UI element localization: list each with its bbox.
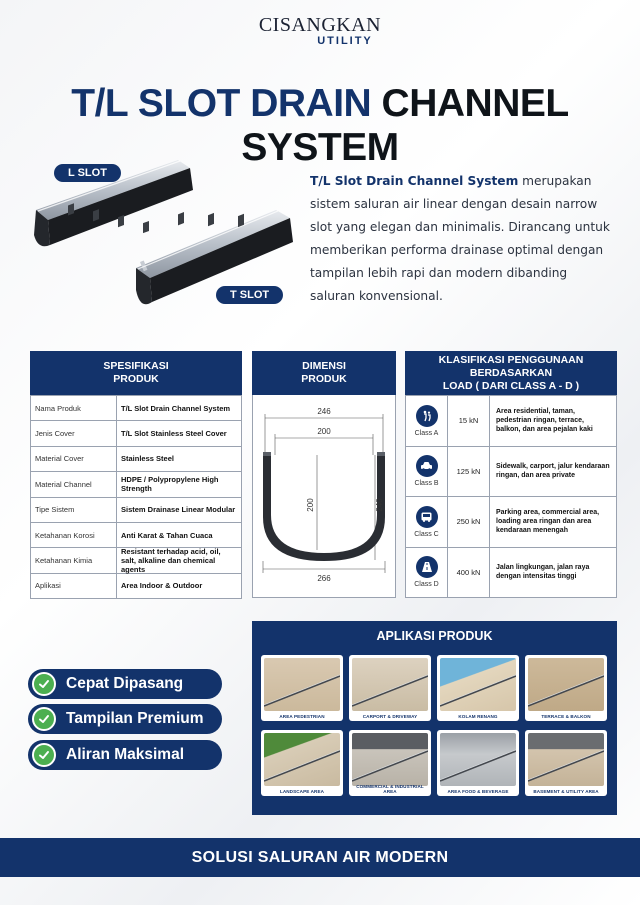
class-header	[405, 351, 617, 395]
applications-panel	[252, 621, 617, 815]
dim-base-width: 266	[317, 574, 331, 583]
application-caption: CARPORT & DRIVEWAY	[362, 714, 418, 719]
brand-name: CISANGKAN	[258, 14, 382, 36]
pedestrian-icon	[416, 405, 438, 427]
check-icon	[32, 743, 56, 767]
spec-row	[31, 497, 241, 522]
application-caption: COMMERCIAL & INDUSTRIAL AREA	[356, 784, 424, 794]
class-table	[405, 395, 617, 598]
car-icon	[416, 455, 438, 477]
spec-key: Ketahanan Korosi	[31, 523, 117, 547]
class-load: 125 kN	[448, 447, 490, 497]
spec-row	[31, 522, 241, 547]
spec-key: Tipe Sistem	[31, 498, 117, 522]
spec-row	[31, 573, 241, 598]
spec-value: Sistem Drainase Linear Modular	[121, 505, 236, 515]
title-part1: T/L SLOT DRAIN	[71, 82, 372, 125]
application-card	[437, 730, 519, 796]
feature-pill	[28, 740, 222, 770]
bus-icon	[416, 506, 438, 528]
spec-key: Material Cover	[31, 447, 117, 471]
spec-row	[31, 420, 241, 445]
dimension-header-line1: DIMENSI	[302, 360, 346, 372]
class-description: Jalan lingkungan, jalan raya dengan intensitas tinggi	[496, 564, 590, 581]
class-row	[406, 547, 616, 598]
spec-key: Ketahanan Kimia	[31, 548, 117, 572]
l-slot-label: L SLOT	[54, 164, 121, 182]
spec-key: Nama Produk	[31, 396, 117, 420]
class-description: Area residential, taman, pedestrian ringan, terrace, balkon, dan area pejalan kaki	[496, 408, 593, 434]
spec-value: Resistant terhadap acid, oil, salt, alkaline dan chemical agents	[121, 547, 221, 575]
spec-row	[31, 471, 241, 496]
class-label: Class D	[414, 581, 439, 589]
feature-label: Tampilan Premium	[66, 710, 204, 727]
feature-pill	[28, 704, 222, 734]
class-label: Class A	[414, 429, 439, 437]
dimension-drawing	[252, 395, 396, 598]
spec-value: T/L Slot Stainless Steel Cover	[121, 429, 227, 439]
feature-label: Cepat Dipasang	[66, 675, 184, 692]
application-card	[437, 655, 519, 721]
title-part2: CHANNEL SYSTEM	[241, 82, 569, 169]
class-description: Sidewalk, carport, jalur kendaraan ringan, dan area private	[496, 463, 610, 480]
channel-cross-section	[253, 395, 397, 598]
class-icon-cell	[406, 548, 448, 598]
feature-label: Aliran Maksimal	[66, 746, 185, 763]
dimension-header-line2: PRODUK	[301, 373, 347, 385]
spec-key: Material Channel	[31, 472, 117, 496]
road-icon	[416, 556, 438, 578]
check-icon	[32, 707, 56, 731]
application-card	[525, 730, 607, 796]
dim-top-outer: 246	[317, 407, 331, 416]
spec-value: HDPE / Polypropylene High Strength	[121, 475, 219, 494]
application-card	[525, 655, 607, 721]
class-header-line1: KLASIFIKASI PENGGUNAAN BERDASARKAN	[438, 353, 584, 379]
application-caption: AREA PEDESTRIAN	[279, 714, 325, 719]
application-photo	[352, 658, 428, 711]
spec-row	[31, 395, 241, 420]
class-header-line2: LOAD ( DARI CLASS A - D )	[442, 379, 580, 392]
class-row	[406, 496, 616, 547]
spec-table	[30, 395, 242, 599]
class-description: Parking area, commercial area, loading area ringan dan area kendaraan menengah	[496, 509, 600, 535]
dim-outer-height: 240	[375, 498, 384, 512]
spec-header-line2: PRODUK	[113, 373, 159, 385]
class-label: Class C	[414, 530, 439, 538]
application-photo	[264, 733, 340, 786]
t-slot-label: T SLOT	[216, 286, 283, 304]
class-label: Class B	[414, 480, 439, 488]
feature-pill	[28, 669, 222, 699]
application-photo	[528, 658, 604, 711]
intro-highlight: T/L Slot Drain Channel System	[310, 174, 519, 188]
class-row	[406, 446, 616, 497]
class-load: 400 kN	[448, 548, 490, 598]
application-photo	[264, 658, 340, 711]
application-card	[349, 730, 431, 796]
spec-value: Area Indoor & Outdoor	[121, 581, 203, 591]
application-card	[261, 655, 343, 721]
spec-value: T/L Slot Drain Channel System	[121, 403, 231, 413]
application-photo	[352, 733, 428, 786]
class-icon-cell	[406, 396, 448, 446]
class-icon-cell	[406, 447, 448, 497]
spec-row	[31, 547, 241, 575]
class-icon-cell	[406, 497, 448, 547]
application-photo	[440, 658, 516, 711]
class-load: 15 kN	[448, 396, 490, 446]
application-caption: TERRACE & BALKON	[541, 714, 591, 719]
dim-top-inner: 200	[317, 427, 331, 436]
application-photo	[528, 733, 604, 786]
class-row	[406, 395, 616, 446]
intro-text: merupakan sistem saluran air linear dengan desain narrow slot yang elegan dan minimalis. Dirancang untuk memberikan performa drainase optimal dengan tampilan lebih rapi dan modern dibanding saluran konvensional.	[310, 174, 610, 303]
application-card	[261, 730, 343, 796]
application-caption: LANDSCAPE AREA	[279, 789, 325, 794]
spec-header-line1: SPESIFIKASI	[103, 360, 169, 372]
check-icon	[32, 672, 56, 696]
dim-inner-height: 200	[306, 498, 315, 512]
application-caption: KOLAM RENANG	[458, 714, 498, 719]
intro-paragraph	[310, 170, 610, 308]
spec-value: Anti Karat & Tahan Cuaca	[121, 530, 213, 540]
brand-sub: UTILITY	[317, 35, 373, 47]
application-card	[349, 655, 431, 721]
dimension-header	[252, 351, 396, 395]
footer-banner: SOLUSI SALURAN AIR MODERN	[0, 838, 640, 877]
spec-key: Jenis Cover	[31, 421, 117, 445]
applications-title: APLIKASI PRODUK	[376, 629, 493, 643]
spec-value: Stainless Steel	[121, 454, 174, 464]
application-photo	[440, 733, 516, 786]
class-load: 250 kN	[448, 497, 490, 547]
spec-header	[30, 351, 242, 395]
brand-logo	[0, 14, 640, 47]
product-images	[28, 150, 298, 325]
spec-row	[31, 446, 241, 471]
application-caption: BASEMENT & UTILITY AREA	[533, 789, 599, 794]
spec-key: Aplikasi	[31, 574, 117, 598]
application-caption: AREA FOOD & BEVERAGE	[447, 789, 509, 794]
